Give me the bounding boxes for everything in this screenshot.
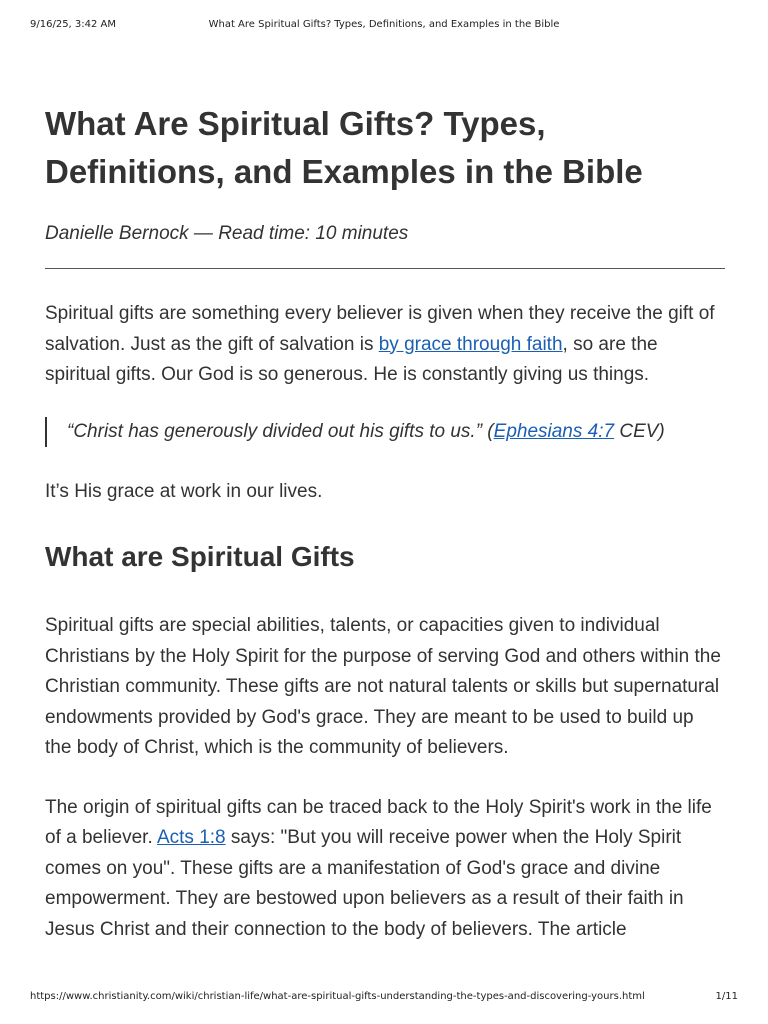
grace-through-faith-link[interactable]: by grace through faith	[378, 333, 563, 355]
acts-1-8-link[interactable]: Acts 1:8	[156, 827, 226, 848]
section-heading: What are Spiritual Gifts	[45, 541, 355, 572]
article-title: What Are Spiritual Gifts? Types, Definitions, and Examples in the Bible	[45, 105, 643, 190]
quote-version: CEV)	[614, 420, 665, 442]
page-number: 1/11	[715, 991, 738, 1002]
article-byline: Danielle Bernock — Read time: 10 minutes	[45, 223, 409, 244]
byline-divider	[45, 268, 725, 269]
article	[45, 100, 725, 945]
intro-text-end: , so are the spiritual gifts. Our God is so generous. He is constantly giving us things.	[45, 333, 658, 385]
print-header	[30, 19, 738, 35]
definition-paragraph: Spiritual gifts are special abilities, talents, or capacities given to individual Christians by the Holy Spirit for the purpose of serving God and others within the Christian community. These gifts are not natural talents or skills but supernatural endowments provided by God's grace. They are meant to be used to build up the body of Christ, which is the community of believers.	[45, 615, 721, 758]
print-date: 9/16/25, 3:42 AM	[30, 19, 117, 30]
intro-paragraph	[45, 299, 725, 391]
origin-paragraph	[45, 793, 725, 946]
print-footer	[30, 991, 738, 1007]
intro-text-start: Spiritual gifts are something every believer is given when they receive the gift of salvation. Just as the gift of salvation is	[45, 303, 715, 355]
origin-text-end: says: "But you will receive power when the Holy Spirit comes on you". These gifts are a manifestation of God's grace and divine empowerment. They are bestowed upon believers as a result of their faith in Jesus Christ and their connection to the body of believers. The article	[45, 827, 684, 940]
grace-paragraph: It’s His grace at work in our lives.	[45, 480, 323, 502]
print-page-title: What Are Spiritual Gifts? Types, Definitions, and Examples in the Bible	[208, 19, 560, 30]
scripture-quote	[45, 417, 725, 447]
origin-text-start: The origin of spiritual gifts can be traced back to the Holy Spirit's work in the life of a believer.	[45, 796, 712, 848]
print-url: https://www.christianity.com/wiki/christian-life/what-are-spiritual-gifts-understanding-the-types-and-discovering-yours.html	[30, 991, 645, 1002]
quote-text: “Christ has generously divided out his gifts to us.” (	[67, 420, 494, 442]
ephesians-4-7-link[interactable]: Ephesians 4:7	[493, 420, 615, 442]
